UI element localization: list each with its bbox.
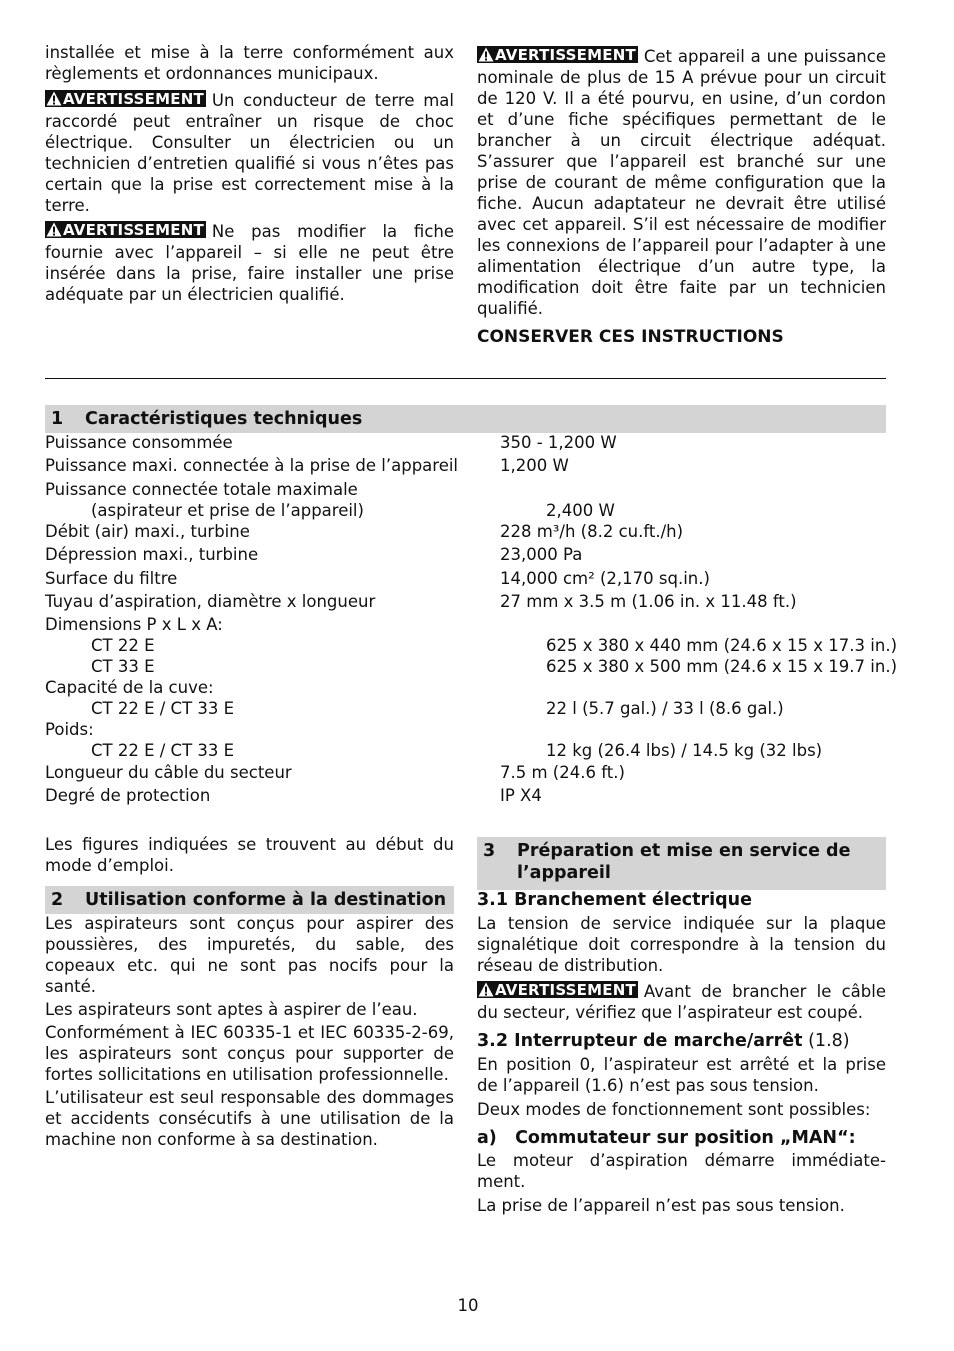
section-2-paragraph: L’utilisateur est seul responsable des dommages et accidents consécutifs à une utilisation de la machine non conforme à sa destination. — [45, 1088, 454, 1149]
mode-a-heading: a) Commutateur sur position „MAN“: — [477, 1128, 856, 1148]
page-number: 10 — [457, 1296, 479, 1315]
warning-badge: AVERTISSEMENT — [477, 981, 638, 998]
section-2-body — [45, 913, 454, 1150]
section-1-number: 1 — [51, 409, 64, 429]
spec-row: (aspirateur et prise de l’appareil) 2,400 W — [91, 501, 615, 520]
warning-triangle-icon — [478, 47, 494, 62]
warning-triangle-icon — [46, 91, 62, 106]
specs-table — [45, 432, 898, 806]
spec-row: Poids: — [45, 720, 94, 739]
spec-row: Débit (air) maxi., turbine 228 m³/h (8.2 cu.ft./h) — [45, 522, 684, 541]
spec-row: Longueur du câble du secteur 7.5 m (24.6 ft.) — [45, 763, 625, 782]
section-2-paragraph: Les aspirateurs sont conçus pour aspirer des poussières, des impuretés, du sable, des copeaux etc. qui ne sont pas nocifs pour la santé. — [45, 914, 454, 996]
warning-triangle-icon — [46, 222, 62, 237]
spec-row: Puissance maxi. connectée à la prise de l’appareil 1,200 W — [45, 456, 569, 475]
horizontal-divider — [45, 378, 886, 379]
spec-row: Degré de protection IP X4 — [45, 786, 542, 805]
subsection-3-1-heading: 3.1 Branchement électrique — [477, 890, 753, 910]
spec-row: Capacité de la cuve: — [45, 678, 214, 697]
subsection-3-2-paragraph: Deux modes de fonctionnement sont possibles: — [477, 1100, 871, 1119]
section-2-header — [45, 886, 454, 914]
spec-row: Puissance consommée 350 - 1,200 W — [45, 433, 617, 452]
spec-row: Surface du filtre 14,000 cm² (2,170 sq.in.) — [45, 569, 710, 588]
mode-a-paragraph: Le moteur d’aspiration démarre immédiate-ment. — [477, 1151, 886, 1191]
warning-badge: AVERTISSEMENT — [45, 90, 206, 107]
section-3-header — [477, 837, 886, 890]
warning-badge: AVERTISSEMENT — [477, 46, 638, 63]
spec-row: Dépression maxi., turbine 23,000 Pa — [45, 545, 583, 564]
spec-row: CT 33 E 625 x 380 x 500 mm (24.6 x 15 x 19.7 in.) — [91, 657, 898, 676]
top-left-column — [45, 42, 454, 305]
section-1-header — [45, 405, 886, 433]
section-2-number: 2 — [51, 890, 64, 910]
section-3-title: Préparation et mise en service de l’appareil — [517, 841, 851, 883]
warning-paragraph-1: AVERTISSEMENT Un conducteur de terre mal raccordé peut entraîner un risque de choc électrique. Consulter un électricien ou un technicien d’entretien qualifié si vous n’êtes pas certain que la prise est correctement mise à la terre. — [45, 89, 454, 215]
spec-row: Dimensions P x L x A: — [45, 615, 223, 634]
subsection-3-2-heading: 3.2 Interrupteur de marche/arrêt (1.8) — [477, 1031, 850, 1051]
top-right-column — [477, 46, 886, 348]
warning-paragraph-2: AVERTISSEMENT Ne pas modifier la fiche fournie avec l’appareil – si elle ne peut être insérée dans la prise, faire installer une prise adéquate par un électricien qualifié. — [45, 220, 454, 304]
section-2-paragraph: Conformément à IEC 60335-1 et IEC 60335-2-69, les aspirateurs sont conçus pour supporter de fortes sollicitations en utilisation professionnelle. — [45, 1023, 454, 1084]
section-2-title: Utilisation conforme à la destination — [85, 890, 447, 910]
figures-note: Les figures indiquées se trouvent au début du mode d’emploi. — [45, 835, 454, 875]
subsection-3-2-paragraph: En position 0, l’aspirateur est arrêté et la prise de l’appareil (1.6) n’est pas sous tension. — [477, 1055, 886, 1095]
section-3-number: 3 — [483, 841, 496, 861]
section-1-title: Caractéristiques techniques — [85, 409, 363, 429]
section-2-paragraph: Les aspirateurs sont aptes à aspirer de l’eau. — [45, 1000, 418, 1019]
mode-a-paragraph: La prise de l’appareil n’est pas sous tension. — [477, 1196, 845, 1215]
spec-row: CT 22 E 625 x 380 x 440 mm (24.6 x 15 x 17.3 in.) — [91, 636, 898, 655]
section-3-body — [477, 890, 886, 1216]
spec-row: CT 22 E / CT 33 E 22 l (5.7 gal.) / 33 l (8.6 gal.) — [91, 699, 784, 718]
intro-paragraph: installée et mise à la terre conformément aux règlements et ordonnances municipaux. — [45, 43, 454, 83]
warning-triangle-icon — [478, 982, 494, 997]
warning-paragraph-4: AVERTISSEMENT Avant de brancher le câble du secteur, vérifiez que l’aspirateur est coupé. — [477, 980, 886, 1022]
warning-paragraph-3: AVERTISSEMENT Cet appareil a une puissance nominale de plus de 15 A prévue pour un circuit de 120 V. Il a été pourvu, en usine, d’un cordon et d’une fiche spécifiques permettant de le brancher à un circuit électrique adéquat. S’assurer que l’appareil est branché sur une prise de courant de même configuration que la fiche. Aucun adaptateur ne devrait être utilisé avec cet appareil. S’il est nécessaire de modifier les connexions de l’appareil pour l’adapter à une alimentation électrique d’un autre type, la modification doit être faite par un technicien qualifié. — [477, 45, 886, 318]
spec-row: CT 22 E / CT 33 E 12 kg (26.4 lbs) / 14.5 kg (32 lbs) — [91, 741, 823, 760]
spec-row: Puissance connectée totale maximale — [45, 480, 358, 499]
keep-instructions-heading: CONSERVER CES INSTRUCTIONS — [477, 327, 784, 347]
warning-badge: AVERTISSEMENT — [45, 221, 206, 238]
subsection-3-1-paragraph: La tension de service indiquée sur la plaque signalétique doit correspondre à la tension du réseau de distribution. — [477, 914, 886, 975]
spec-row: Tuyau d’aspiration, diamètre x longueur 27 mm x 3.5 m (1.06 in. x 11.48 ft.) — [45, 592, 797, 611]
